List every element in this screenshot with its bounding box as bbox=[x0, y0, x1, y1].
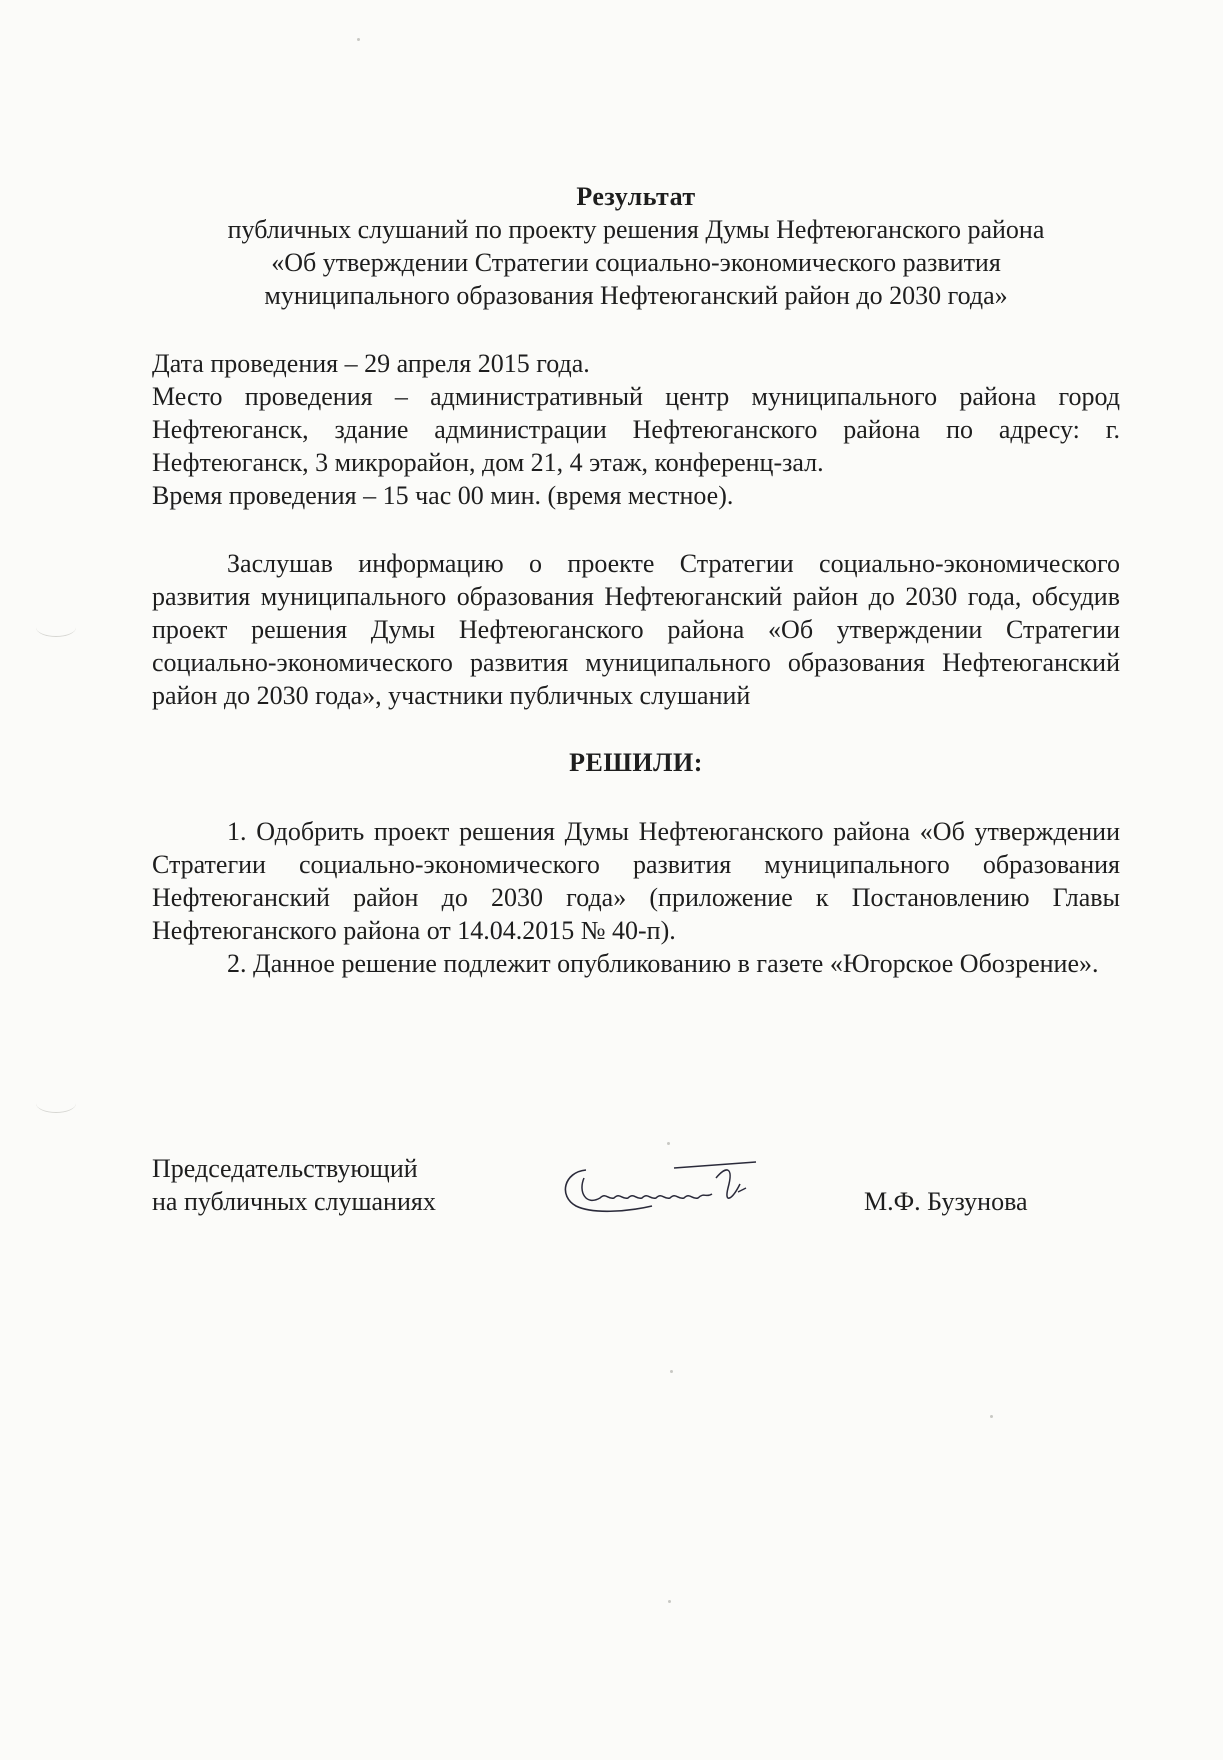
subtitle-line: публичных слушаний по проекту решения Думы Нефтеюганского района bbox=[227, 215, 1045, 244]
scan-edge-mark bbox=[36, 618, 76, 637]
hearing-time: Время проведения – 15 час 00 мин. (время местное). bbox=[152, 481, 734, 510]
scan-speck bbox=[667, 1142, 670, 1145]
subtitle-line: муниципального образования Нефтеюганский район до 2030 года» bbox=[264, 281, 1008, 310]
scan-speck bbox=[357, 38, 360, 41]
hearing-date: Дата проведения – 29 апреля 2015 года. bbox=[152, 349, 590, 378]
hearing-place: Место проведения – административный центр муниципального района город Нефтеюганск, здание администрации Нефтеюганского района по адресу: г. Нефтеюганск, 3 микрорайон, дом 21, 4 этаж, конференц-зал. bbox=[152, 382, 1120, 477]
signer-role-line: на публичных слушаниях bbox=[152, 1187, 436, 1216]
document-title: Результат bbox=[576, 182, 696, 211]
signer-name: М.Ф. Бузунова bbox=[864, 1187, 1028, 1216]
resolution-items bbox=[152, 815, 1120, 980]
handwritten-signature bbox=[556, 1148, 776, 1228]
document-subtitle bbox=[152, 213, 1120, 312]
scan-edge-mark bbox=[36, 1094, 76, 1113]
subtitle-line: «Об утверждении Стратегии социально-экономического развития bbox=[271, 248, 1001, 277]
resolved-heading: РЕШИЛИ: bbox=[569, 748, 703, 777]
scan-speck bbox=[670, 1370, 673, 1373]
preamble-paragraph: Заслушав информацию о проекте Стратегии социально-экономического развития муниципального образования Нефтеюганский район до 2030 года, обсудив проект решения Думы Нефтеюганского района «Об утверждении Стратегии социально-экономического развития муниципального образования Нефтеюганский район до 2030 года», участники публичных слушаний bbox=[152, 549, 1120, 710]
signer-role bbox=[152, 1152, 436, 1218]
signer-role-line: Председательствующий bbox=[152, 1154, 418, 1183]
scan-speck bbox=[990, 1415, 993, 1418]
resolution-item: 1. Одобрить проект решения Думы Нефтеюганского района «Об утверждении Стратегии социально-экономического развития муниципального образования Нефтеюганский район до 2030 года» (приложение к Постановлению Главы Нефтеюганского района от 14.04.2015 № 40-п). bbox=[152, 817, 1120, 945]
resolution-item: 2. Данное решение подлежит опубликованию в газете «Югорское Обозрение». bbox=[227, 949, 1099, 978]
hearing-details bbox=[152, 347, 1120, 512]
scan-speck bbox=[668, 1600, 671, 1603]
